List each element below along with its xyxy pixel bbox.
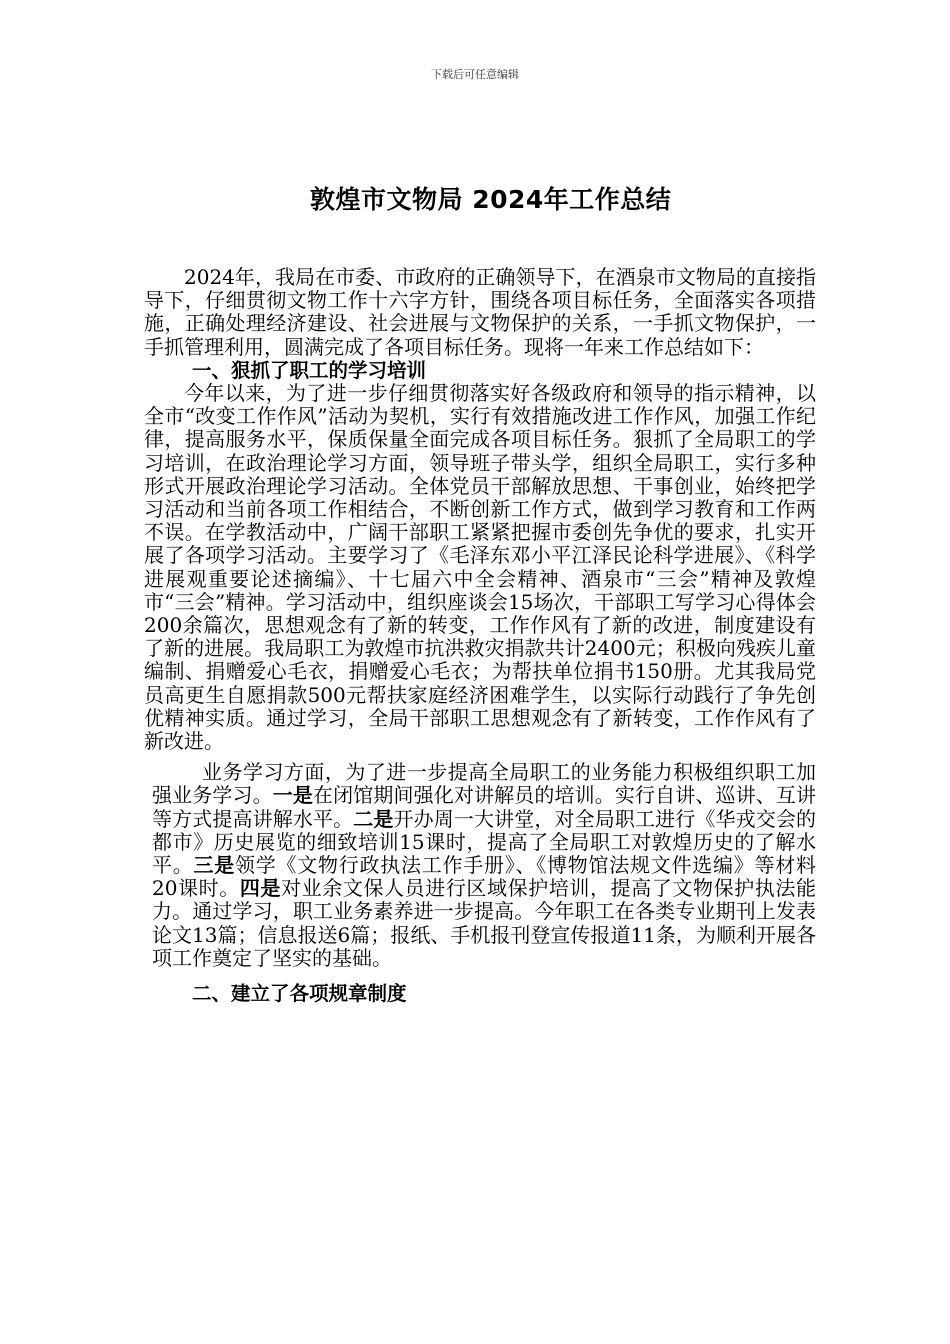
document-title: 敦煌市文物局 2024年工作总结 — [310, 185, 672, 214]
item-first: 在闭馆期间强化对讲解员的培训。实行自讲、巡讲、互讲等方式提高讲解水平。 — [152, 783, 816, 831]
term-first: 一是 — [272, 783, 313, 808]
term-fourth: 四是 — [239, 876, 282, 901]
section-1-paragraph-1: 今年以来，为了进一步仔细贯彻落实好各级政府和领导的指示精神，以全市“改变工作作风”活动为契机，实行有效措施改进工作作风，加强工作纪律，提高服务水平，保质保量全面完成各项目标任务。狠抓了全局职工的学习培训，在政治理论学习方面，领导班子带头学，组织全局职工，实行多种形式开展政治理论学习活动。全体党员干部解放思想、干事创业，始终把学习活动和当前各项工作相结合，不断创新工作方式，做到学习教育和工作两不误。在学教活动中，广阔干部职工紧紧把握市委创先争优的要求，扎实开展了各项学习活动。主要学习了《毛泽东邓小平江泽民论科学进展》、《科学进展观重要论述摘编》、十七届六中全会精神、酒泉市“三会”精神及敦煌市“三会”精神。学习活动中，组织座谈会15场次，干部职工写学习心得体会200余篇次，思想观念有了新的转变，工作作风有了新的改进，制度建设有了新的进展。我局职工为敦煌市抗洪救灾捐款共计2400元；积极向残疾儿童编制、捐赠爱心毛衣，捐赠爱心毛衣；为帮扶单位捐书150册。尤其我局党员高更生自愿捐款500元帮扶家庭经济困难学生，以实际行动践行了争先创优精神实质。通过学习，全局干部职工思想观念有了新转变，工作作风有了新改进。 — [144, 381, 816, 754]
section-2-heading: 二、建立了各项规章制度 — [192, 982, 407, 1006]
item-second: 开办周一大讲堂，对全局职工进行《华戎交会的都市》历史展览的细致培训15课时，提高了全局职工对敦煌历史的了解水平。 — [152, 806, 816, 878]
term-second: 二是 — [353, 806, 394, 831]
section-1-heading: 一、狠抓了职工的学习培训 — [192, 358, 427, 382]
intro-paragraph: 2024年，我局在市委、市政府的正确领导下，在酒泉市文物局的直接指导下，仔细贯彻文物工作十六字方针，围绕各项目标任务，全面落实各项措施，正确处理经济建设、社会进展与文物保护的关系，一手抓文物保护，一手抓管理利用，圆满完成了各项目标任务。现将一年来工作总结如下： — [144, 265, 816, 359]
document-body — [144, 266, 816, 1005]
section-1-paragraph-2 — [144, 761, 816, 970]
paragraph-lead: 业务学习方面，为了进一步提高全局职工的业务能力积极组织职工加强业务学习。 — [152, 760, 816, 808]
header-note: 下载后可任意编辑 — [431, 68, 519, 81]
item-fourth: 对业余文保人员进行区域保护培训，提高了文物保护执法能力。通过学习，职工业务素养进一步提高。今年职工在各类专业期刊上发表论文13篇；信息报送6篇；报纸、手机报刊登宣传报道11条，为顺利开展各项工作奠定了坚实的基础。 — [152, 876, 817, 970]
item-third: 领学《文物行政执法工作手册》、《博物馆法规文件选编》等材料20课时。 — [152, 853, 816, 901]
term-third: 三是 — [193, 853, 235, 878]
